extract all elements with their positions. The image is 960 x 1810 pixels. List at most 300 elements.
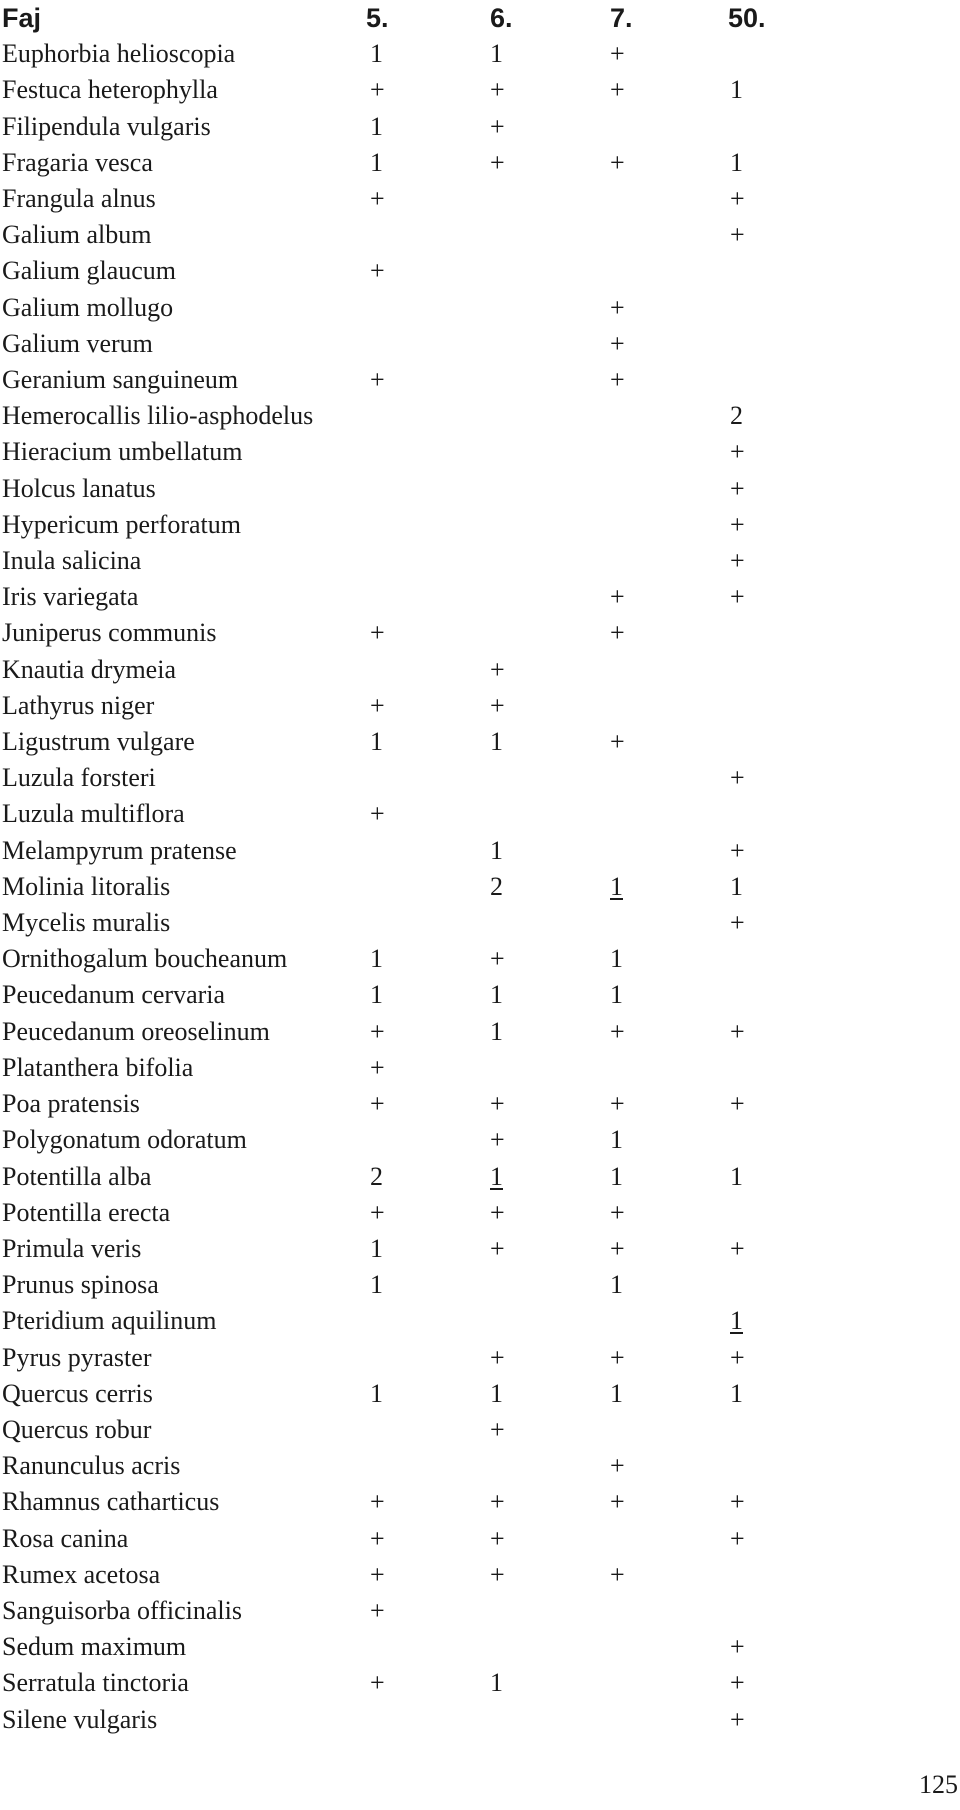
cover-value-text: +	[610, 75, 625, 105]
cover-value-6	[484, 1376, 606, 1412]
species-name: Melampyrum pratense	[2, 835, 237, 865]
cover-value-6	[484, 1629, 606, 1665]
cover-value-text: 1	[610, 1125, 623, 1155]
cover-value-text: +	[730, 1089, 745, 1119]
cover-value-text: +	[490, 944, 505, 974]
cover-value-6	[484, 362, 606, 398]
cover-value-text: +	[370, 799, 385, 829]
cover-value-5	[364, 615, 484, 651]
cover-value-50	[728, 1593, 822, 1629]
cover-value-6	[484, 1050, 606, 1086]
cover-value-text: 1	[490, 980, 503, 1010]
cover-value-5	[364, 652, 484, 688]
cover-value-50	[728, 1340, 822, 1376]
cover-value-5	[364, 1484, 484, 1520]
cover-value-5	[364, 507, 484, 543]
species-name: Hemerocallis lilio-asphodelus	[2, 401, 314, 431]
cover-value-6	[484, 833, 606, 869]
cover-value-6	[484, 1340, 606, 1376]
species-name: Peucedanum oreoselinum	[2, 1016, 270, 1046]
cover-value-7	[606, 217, 728, 253]
table-row	[2, 434, 822, 470]
cover-value-text: +	[730, 1632, 745, 1662]
cover-value-6	[484, 217, 606, 253]
cover-value-text: +	[370, 1523, 385, 1553]
cover-value-50	[728, 1303, 822, 1339]
cover-value-text: +	[370, 618, 385, 648]
cover-value-text: +	[490, 690, 505, 720]
cover-value-text: +	[610, 292, 625, 322]
table-row	[2, 1159, 822, 1195]
cover-value-text: +	[610, 1559, 625, 1589]
table-row	[2, 1014, 822, 1050]
cover-value-6	[484, 290, 606, 326]
cover-value-7	[606, 543, 728, 579]
cover-value-5	[364, 36, 484, 72]
cover-value-7	[606, 507, 728, 543]
cover-value-text: 1	[730, 1161, 743, 1191]
cover-value-text: +	[730, 835, 745, 865]
cover-value-7	[606, 1448, 728, 1484]
cover-value-7	[606, 1122, 728, 1158]
table-row	[2, 615, 822, 651]
cover-value-text: 1	[610, 944, 623, 974]
cover-value-50	[728, 1122, 822, 1158]
cover-value-5	[364, 1593, 484, 1629]
cover-value-text: +	[730, 1523, 745, 1553]
cover-value-text: +	[370, 365, 385, 395]
cover-value-text: +	[490, 1233, 505, 1263]
cover-value-text: +	[730, 1668, 745, 1698]
table-row	[2, 36, 822, 72]
cover-value-7	[606, 1195, 728, 1231]
table-row	[2, 1376, 822, 1412]
cover-value-text: 1	[610, 1161, 623, 1191]
table-row	[2, 1629, 822, 1665]
cover-value-7	[606, 1557, 728, 1593]
cover-value-7	[606, 1629, 728, 1665]
cover-value-5	[364, 253, 484, 289]
cover-value-50	[728, 1448, 822, 1484]
cover-value-5	[364, 145, 484, 181]
cover-value-text: 1	[370, 147, 383, 177]
cover-value-text: 1	[490, 1378, 503, 1408]
cover-value-6	[484, 1303, 606, 1339]
species-name: Juniperus communis	[2, 618, 217, 648]
cover-value-7	[606, 652, 728, 688]
cover-value-50	[728, 1231, 822, 1267]
cover-value-text: +	[490, 1487, 505, 1517]
cover-value-6	[484, 579, 606, 615]
table-row	[2, 1484, 822, 1520]
table-row	[2, 471, 822, 507]
header-col-50: 50.	[728, 3, 766, 33]
cover-value-text: +	[490, 1414, 505, 1444]
cover-value-50	[728, 181, 822, 217]
table-row	[2, 253, 822, 289]
table-row	[2, 145, 822, 181]
cover-value-7	[606, 145, 728, 181]
table-row	[2, 1593, 822, 1629]
cover-value-50	[728, 362, 822, 398]
cover-value-6	[484, 1521, 606, 1557]
species-name: Molinia litoralis	[2, 871, 171, 901]
species-name: Geranium sanguineum	[2, 365, 239, 395]
species-name: Pteridium aquilinum	[2, 1306, 217, 1336]
cover-value-50	[728, 977, 822, 1013]
table-header-row	[2, 0, 822, 36]
cover-value-text: +	[490, 654, 505, 684]
cover-value-50	[728, 796, 822, 832]
cover-value-text: 1	[370, 39, 383, 69]
cover-value-7	[606, 869, 728, 905]
species-name: Iris variegata	[2, 582, 139, 612]
cover-value-7	[606, 688, 728, 724]
cover-value-6	[484, 1412, 606, 1448]
cover-value-5	[364, 1050, 484, 1086]
cover-value-7	[606, 1303, 728, 1339]
table-row	[2, 507, 822, 543]
cover-value-7	[606, 1484, 728, 1520]
cover-value-text: 2	[370, 1161, 383, 1191]
table-row	[2, 760, 822, 796]
cover-value-text: +	[730, 1342, 745, 1372]
cover-value-50	[728, 471, 822, 507]
cover-value-50	[728, 253, 822, 289]
species-name: Rhamnus catharticus	[2, 1487, 220, 1517]
cover-value-50	[728, 1086, 822, 1122]
table-row	[2, 1050, 822, 1086]
table-row	[2, 977, 822, 1013]
cover-value-7	[606, 833, 728, 869]
species-name: Primula veris	[2, 1233, 142, 1263]
table-row	[2, 1665, 822, 1701]
cover-value-50	[728, 543, 822, 579]
cover-value-text: +	[370, 184, 385, 214]
cover-value-text: 1	[490, 835, 503, 865]
cover-value-5	[364, 869, 484, 905]
cover-value-7	[606, 398, 728, 434]
table-row	[2, 290, 822, 326]
cover-value-5	[364, 1376, 484, 1412]
cover-value-text: 1	[730, 75, 743, 105]
table-row	[2, 905, 822, 941]
cover-value-5	[364, 1231, 484, 1267]
cover-value-5	[364, 471, 484, 507]
cover-value-6	[484, 1122, 606, 1158]
table-row	[2, 652, 822, 688]
cover-value-5	[364, 1122, 484, 1158]
cover-value-text: +	[370, 1668, 385, 1698]
cover-value-5	[364, 1159, 484, 1195]
cover-value-6	[484, 109, 606, 145]
table-row	[2, 1448, 822, 1484]
table-row	[2, 1557, 822, 1593]
species-name: Galium album	[2, 220, 152, 250]
species-name: Inula salicina	[2, 546, 142, 576]
cover-value-text: 1	[370, 111, 383, 141]
cover-value-5	[364, 688, 484, 724]
species-name: Ornithogalum boucheanum	[2, 944, 288, 974]
species-name: Festuca heterophylla	[2, 75, 218, 105]
cover-value-text: 1	[490, 1161, 503, 1191]
cover-value-7	[606, 471, 728, 507]
cover-value-text: 1	[490, 1668, 503, 1698]
cover-value-5	[364, 290, 484, 326]
table-row	[2, 1521, 822, 1557]
table-row	[2, 1412, 822, 1448]
species-name: Fragaria vesca	[2, 147, 153, 177]
cover-value-5	[364, 796, 484, 832]
cover-value-6	[484, 1086, 606, 1122]
species-name: Ligustrum vulgare	[2, 727, 195, 757]
cover-value-text: +	[730, 473, 745, 503]
cover-value-text: +	[370, 1487, 385, 1517]
cover-value-text: +	[610, 582, 625, 612]
cover-value-text: +	[730, 546, 745, 576]
cover-value-6	[484, 1484, 606, 1520]
cover-value-50	[728, 833, 822, 869]
cover-value-5	[364, 543, 484, 579]
cover-value-7	[606, 253, 728, 289]
cover-value-5	[364, 760, 484, 796]
table-row	[2, 796, 822, 832]
cover-value-text: 2	[490, 871, 503, 901]
table-row	[2, 1267, 822, 1303]
cover-value-50	[728, 905, 822, 941]
cover-value-text: 1	[730, 1306, 743, 1336]
cover-value-7	[606, 1593, 728, 1629]
cover-value-6	[484, 1267, 606, 1303]
header-col-6: 6.	[490, 3, 513, 33]
cover-value-6	[484, 688, 606, 724]
cover-value-7	[606, 1521, 728, 1557]
table-row	[2, 398, 822, 434]
table-row	[2, 362, 822, 398]
table-row	[2, 724, 822, 760]
cover-value-50	[728, 1557, 822, 1593]
cover-value-7	[606, 362, 728, 398]
cover-value-7	[606, 977, 728, 1013]
cover-value-7	[606, 290, 728, 326]
cover-value-7	[606, 615, 728, 651]
table-row	[2, 1702, 822, 1738]
cover-value-50	[728, 36, 822, 72]
table-row	[2, 543, 822, 579]
cover-value-text: +	[490, 75, 505, 105]
species-name: Prunus spinosa	[2, 1270, 159, 1300]
cover-value-6	[484, 724, 606, 760]
cover-value-50	[728, 145, 822, 181]
species-name: Frangula alnus	[2, 184, 156, 214]
cover-value-50	[728, 398, 822, 434]
cover-value-6	[484, 181, 606, 217]
cover-value-5	[364, 362, 484, 398]
cover-value-text: 1	[370, 1378, 383, 1408]
cover-value-text: +	[370, 1052, 385, 1082]
cover-value-text: +	[610, 1016, 625, 1046]
cover-value-7	[606, 905, 728, 941]
cover-value-text: 1	[370, 944, 383, 974]
cover-value-text: 1	[610, 871, 623, 901]
cover-value-7	[606, 434, 728, 470]
cover-value-text: +	[370, 1559, 385, 1589]
species-name: Rumex acetosa	[2, 1559, 161, 1589]
species-name: Quercus cerris	[2, 1378, 153, 1408]
cover-value-50	[728, 724, 822, 760]
species-name: Platanthera bifolia	[2, 1052, 194, 1082]
cover-value-7	[606, 1376, 728, 1412]
cover-value-50	[728, 652, 822, 688]
cover-value-5	[364, 1521, 484, 1557]
header-col-7: 7.	[610, 3, 633, 33]
cover-value-text: +	[730, 437, 745, 467]
cover-value-6	[484, 1014, 606, 1050]
cover-value-text: +	[490, 1197, 505, 1227]
cover-value-text: +	[370, 1089, 385, 1119]
species-name: Euphorbia helioscopia	[2, 39, 236, 69]
cover-value-6	[484, 471, 606, 507]
cover-value-6	[484, 1159, 606, 1195]
header-species: Faj	[2, 3, 42, 33]
table-row	[2, 1122, 822, 1158]
cover-value-50	[728, 1376, 822, 1412]
cover-value-50	[728, 1050, 822, 1086]
cover-value-text: +	[370, 690, 385, 720]
cover-value-text: +	[490, 1523, 505, 1553]
cover-value-7	[606, 796, 728, 832]
cover-value-50	[728, 326, 822, 362]
cover-value-7	[606, 181, 728, 217]
cover-value-7	[606, 109, 728, 145]
cover-value-text: +	[610, 1089, 625, 1119]
cover-value-text: 1	[730, 147, 743, 177]
cover-value-text: +	[610, 365, 625, 395]
cover-value-6	[484, 1557, 606, 1593]
species-name: Potentilla erecta	[2, 1197, 171, 1227]
species-name: Hieracium umbellatum	[2, 437, 243, 467]
cover-value-5	[364, 217, 484, 253]
cover-value-text: +	[490, 1342, 505, 1372]
species-name: Silene vulgaris	[2, 1704, 158, 1734]
species-table	[2, 0, 822, 1738]
cover-value-5	[364, 977, 484, 1013]
species-name: Galium glaucum	[2, 256, 177, 286]
cover-value-6	[484, 1665, 606, 1701]
cover-value-text: +	[370, 75, 385, 105]
cover-value-5	[364, 1448, 484, 1484]
species-name: Poa pratensis	[2, 1089, 140, 1119]
cover-value-text: 1	[370, 980, 383, 1010]
cover-value-text: +	[610, 1233, 625, 1263]
cover-value-text: +	[370, 256, 385, 286]
cover-value-7	[606, 941, 728, 977]
cover-value-text: 1	[490, 727, 503, 757]
cover-value-7	[606, 36, 728, 72]
cover-value-6	[484, 760, 606, 796]
cover-value-7	[606, 1231, 728, 1267]
cover-value-6	[484, 36, 606, 72]
cover-value-6	[484, 905, 606, 941]
cover-value-50	[728, 1267, 822, 1303]
cover-value-7	[606, 1702, 728, 1738]
cover-value-5	[364, 1086, 484, 1122]
cover-value-50	[728, 688, 822, 724]
cover-value-6	[484, 796, 606, 832]
cover-value-6	[484, 941, 606, 977]
cover-value-50	[728, 217, 822, 253]
cover-value-text: +	[610, 147, 625, 177]
cover-value-6	[484, 1593, 606, 1629]
cover-value-text: +	[490, 147, 505, 177]
cover-value-6	[484, 1195, 606, 1231]
cover-value-5	[364, 905, 484, 941]
table-row	[2, 1303, 822, 1339]
cover-value-text: +	[610, 1342, 625, 1372]
table-row	[2, 941, 822, 977]
cover-value-50	[728, 1484, 822, 1520]
cover-value-7	[606, 1412, 728, 1448]
table-row	[2, 1086, 822, 1122]
cover-value-50	[728, 760, 822, 796]
cover-value-50	[728, 615, 822, 651]
cover-value-50	[728, 109, 822, 145]
cover-value-7	[606, 724, 728, 760]
cover-value-50	[728, 1159, 822, 1195]
cover-value-text: 1	[370, 727, 383, 757]
table-row	[2, 1340, 822, 1376]
cover-value-text: +	[610, 1197, 625, 1227]
cover-value-5	[364, 1014, 484, 1050]
cover-value-text: 1	[610, 1270, 623, 1300]
cover-value-text: +	[730, 184, 745, 214]
cover-value-5	[364, 1557, 484, 1593]
cover-value-7	[606, 1340, 728, 1376]
table-row	[2, 72, 822, 108]
cover-value-7	[606, 326, 728, 362]
cover-value-50	[728, 1412, 822, 1448]
cover-value-text: +	[610, 1487, 625, 1517]
cover-value-5	[364, 1629, 484, 1665]
cover-value-50	[728, 290, 822, 326]
cover-value-text: +	[490, 111, 505, 141]
cover-value-6	[484, 507, 606, 543]
table-row	[2, 1231, 822, 1267]
cover-value-text: +	[730, 763, 745, 793]
species-name: Galium mollugo	[2, 292, 174, 322]
cover-value-text: 1	[370, 1270, 383, 1300]
cover-value-text: +	[490, 1089, 505, 1119]
table-body	[2, 36, 822, 1738]
cover-value-7	[606, 1086, 728, 1122]
cover-value-7	[606, 579, 728, 615]
cover-value-7	[606, 1014, 728, 1050]
cover-value-text: 1	[490, 39, 503, 69]
cover-value-7	[606, 1665, 728, 1701]
cover-value-text: +	[490, 1125, 505, 1155]
cover-value-7	[606, 1159, 728, 1195]
cover-value-50	[728, 1521, 822, 1557]
cover-value-6	[484, 543, 606, 579]
cover-value-text: 1	[610, 980, 623, 1010]
table-row	[2, 326, 822, 362]
cover-value-text: +	[610, 1451, 625, 1481]
cover-value-5	[364, 72, 484, 108]
header-col-5: 5.	[366, 3, 389, 33]
cover-value-text: 1	[490, 1016, 503, 1046]
cover-value-7	[606, 1050, 728, 1086]
cover-value-text: +	[370, 1197, 385, 1227]
